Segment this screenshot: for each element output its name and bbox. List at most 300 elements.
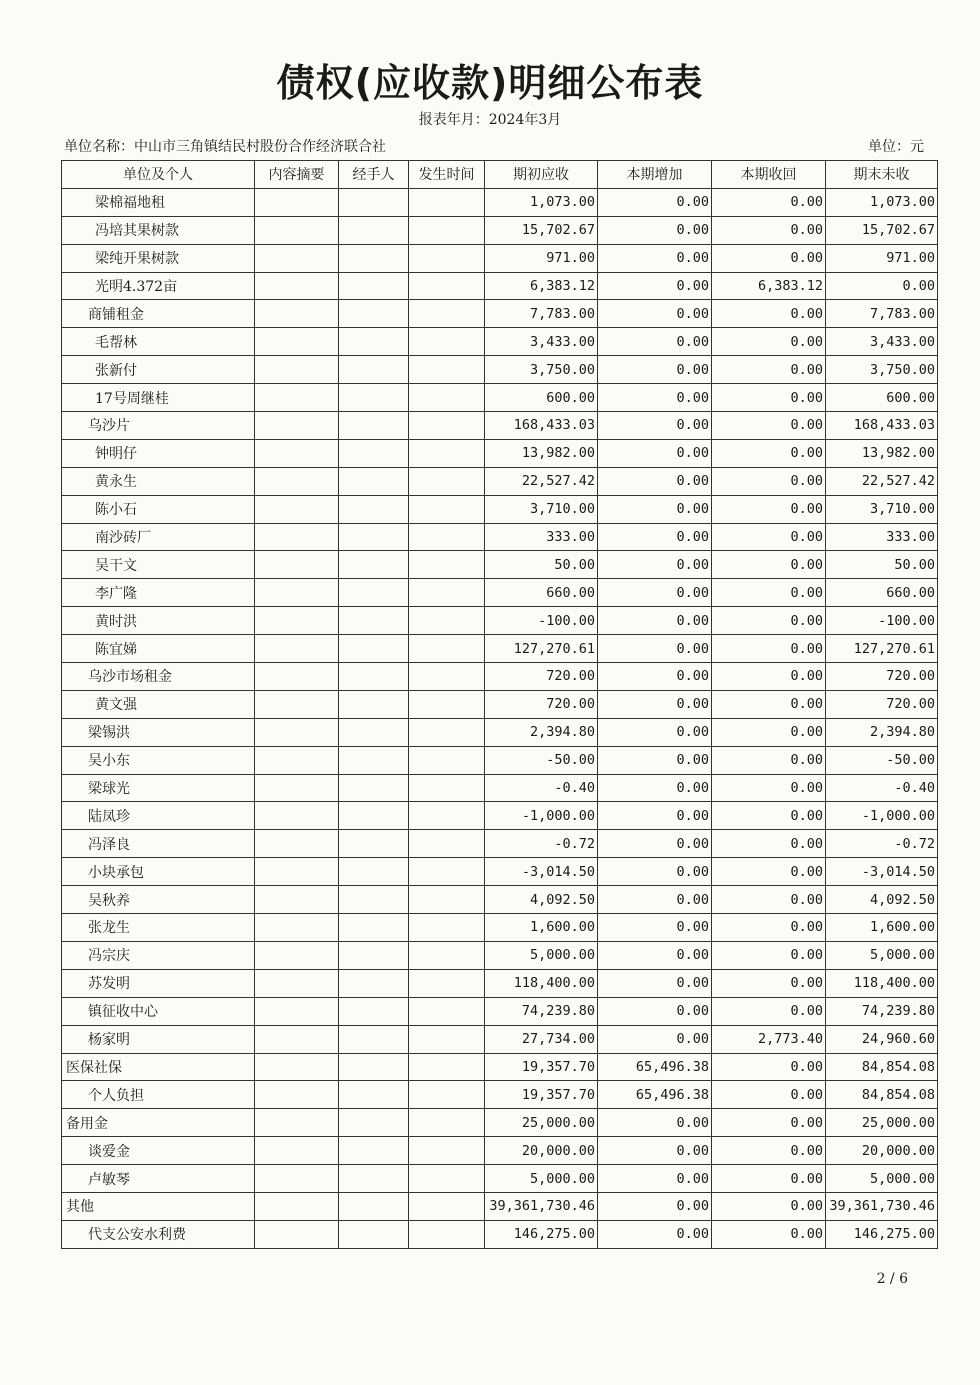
cell-summary [255, 997, 339, 1025]
cell-increase: 0.00 [598, 663, 712, 691]
cell-summary [255, 384, 339, 412]
cell-recovered: 0.00 [712, 356, 826, 384]
cell-summary [255, 579, 339, 607]
cell-summary [255, 1081, 339, 1109]
cell-closing: 127,270.61 [826, 635, 938, 663]
cell-recovered: 0.00 [712, 412, 826, 440]
cell-date [409, 1109, 485, 1137]
cell-handler [339, 746, 409, 774]
cell-recovered: 0.00 [712, 551, 826, 579]
cell-opening: -1,000.00 [485, 802, 598, 830]
cell-recovered: 0.00 [712, 495, 826, 523]
cell-date [409, 690, 485, 718]
cell-opening: 168,433.03 [485, 412, 598, 440]
cell-handler [339, 328, 409, 356]
table-row [62, 272, 938, 300]
cell-entity: 黄时洪 [62, 607, 255, 635]
cell-increase: 0.00 [598, 941, 712, 969]
cell-closing: 50.00 [826, 551, 938, 579]
cell-handler [339, 579, 409, 607]
cell-opening: 3,433.00 [485, 328, 598, 356]
cell-date [409, 802, 485, 830]
cell-recovered: 0.00 [712, 216, 826, 244]
cell-entity: 毛帮林 [62, 328, 255, 356]
table-row [62, 412, 938, 440]
cell-summary [255, 551, 339, 579]
cell-entity: 陈小石 [62, 495, 255, 523]
cell-summary [255, 886, 339, 914]
cell-increase: 0.00 [598, 439, 712, 467]
cell-opening: 5,000.00 [485, 941, 598, 969]
cell-entity: 小块承包 [62, 858, 255, 886]
cell-handler [339, 300, 409, 328]
cell-increase: 0.00 [598, 690, 712, 718]
cell-recovered: 6,383.12 [712, 272, 826, 300]
cell-closing: 1,073.00 [826, 188, 938, 216]
cell-recovered: 0.00 [712, 1109, 826, 1137]
cell-recovered: 0.00 [712, 439, 826, 467]
cell-recovered: 0.00 [712, 718, 826, 746]
cell-summary [255, 635, 339, 663]
cell-recovered: 0.00 [712, 969, 826, 997]
cell-entity: 代支公安水利费 [62, 1220, 255, 1248]
cell-increase: 0.00 [598, 969, 712, 997]
cell-closing: 720.00 [826, 690, 938, 718]
table-row [62, 439, 938, 467]
cell-entity: 医保社保 [62, 1053, 255, 1081]
cell-entity: 钟明仔 [62, 439, 255, 467]
cell-opening: 1,600.00 [485, 914, 598, 942]
cell-closing: 600.00 [826, 384, 938, 412]
cell-opening: 19,357.70 [485, 1053, 598, 1081]
table-row [62, 746, 938, 774]
cell-increase: 0.00 [598, 635, 712, 663]
cell-closing: 660.00 [826, 579, 938, 607]
cell-summary [255, 830, 339, 858]
cell-closing: 20,000.00 [826, 1137, 938, 1165]
cell-handler [339, 886, 409, 914]
cell-entity: 乌沙片 [62, 412, 255, 440]
cell-handler [339, 1220, 409, 1248]
cell-date [409, 1165, 485, 1193]
cell-summary [255, 802, 339, 830]
table-row [62, 635, 938, 663]
cell-opening: 4,092.50 [485, 886, 598, 914]
report-period: 报表年月：2024年3月 [418, 112, 562, 128]
cell-opening: 600.00 [485, 384, 598, 412]
cell-increase: 0.00 [598, 467, 712, 495]
cell-date [409, 1137, 485, 1165]
cell-summary [255, 300, 339, 328]
cell-closing: 3,750.00 [826, 356, 938, 384]
cell-opening: -0.40 [485, 774, 598, 802]
cell-opening: 39,361,730.46 [485, 1192, 598, 1220]
cell-increase: 0.00 [598, 244, 712, 272]
cell-opening: 127,270.61 [485, 635, 598, 663]
cell-closing: 5,000.00 [826, 1165, 938, 1193]
cell-date [409, 439, 485, 467]
cell-closing: 146,275.00 [826, 1220, 938, 1248]
cell-handler [339, 802, 409, 830]
cell-increase: 0.00 [598, 1220, 712, 1248]
cell-handler [339, 356, 409, 384]
cell-date [409, 244, 485, 272]
cell-closing: 84,854.08 [826, 1081, 938, 1109]
cell-date [409, 356, 485, 384]
cell-summary [255, 523, 339, 551]
table-row [62, 216, 938, 244]
cell-handler [339, 384, 409, 412]
cell-entity: 17号周继桂 [62, 384, 255, 412]
cell-summary [255, 1137, 339, 1165]
table-row [62, 941, 938, 969]
table-row [62, 1165, 938, 1193]
cell-closing: 1,600.00 [826, 914, 938, 942]
col-header-closing: 期末未收 [826, 161, 938, 189]
cell-summary [255, 216, 339, 244]
cell-recovered: 0.00 [712, 328, 826, 356]
cell-date [409, 718, 485, 746]
cell-recovered: 0.00 [712, 1165, 826, 1193]
cell-closing: 0.00 [826, 272, 938, 300]
table-row [62, 914, 938, 942]
cell-opening: 27,734.00 [485, 1025, 598, 1053]
cell-handler [339, 969, 409, 997]
cell-closing: 3,710.00 [826, 495, 938, 523]
cell-increase: 0.00 [598, 1192, 712, 1220]
table-header-row [62, 161, 938, 189]
cell-closing: 2,394.80 [826, 718, 938, 746]
cell-opening: 1,073.00 [485, 188, 598, 216]
cell-opening: -0.72 [485, 830, 598, 858]
cell-summary [255, 663, 339, 691]
cell-handler [339, 272, 409, 300]
cell-opening: 15,702.67 [485, 216, 598, 244]
cell-opening: 118,400.00 [485, 969, 598, 997]
cell-summary [255, 495, 339, 523]
cell-handler [339, 1025, 409, 1053]
cell-summary [255, 1165, 339, 1193]
cell-date [409, 579, 485, 607]
cell-entity: 黄永生 [62, 467, 255, 495]
cell-increase: 0.00 [598, 1137, 712, 1165]
table-row [62, 1137, 938, 1165]
cell-date [409, 216, 485, 244]
cell-increase: 0.00 [598, 1025, 712, 1053]
cell-entity: 梁棉福地租 [62, 188, 255, 216]
cell-date [409, 1081, 485, 1109]
cell-entity: 光明4.372亩 [62, 272, 255, 300]
cell-entity: 商铺租金 [62, 300, 255, 328]
cell-recovered: 0.00 [712, 188, 826, 216]
cell-handler [339, 997, 409, 1025]
cell-increase: 0.00 [598, 886, 712, 914]
table-row [62, 579, 938, 607]
cell-date [409, 830, 485, 858]
cell-closing: 15,702.67 [826, 216, 938, 244]
cell-recovered: 0.00 [712, 830, 826, 858]
cell-closing: 25,000.00 [826, 1109, 938, 1137]
cell-handler [339, 1081, 409, 1109]
cell-closing: 5,000.00 [826, 941, 938, 969]
cell-increase: 0.00 [598, 1109, 712, 1137]
col-header-entity: 单位及个人 [62, 161, 255, 189]
unit-name-line [64, 136, 386, 156]
cell-opening: 50.00 [485, 551, 598, 579]
cell-recovered: 0.00 [712, 1081, 826, 1109]
cell-opening: 6,383.12 [485, 272, 598, 300]
cell-recovered: 0.00 [712, 886, 826, 914]
table-row [62, 690, 938, 718]
cell-increase: 0.00 [598, 997, 712, 1025]
cell-increase: 0.00 [598, 272, 712, 300]
table-row [62, 718, 938, 746]
cell-date [409, 1053, 485, 1081]
table-row [62, 384, 938, 412]
cell-date [409, 746, 485, 774]
cell-increase: 0.00 [598, 495, 712, 523]
cell-summary [255, 467, 339, 495]
cell-opening: 22,527.42 [485, 467, 598, 495]
cell-closing: 22,527.42 [826, 467, 938, 495]
col-header-summary: 内容摘要 [255, 161, 339, 189]
cell-date [409, 1025, 485, 1053]
cell-date [409, 635, 485, 663]
table-row [62, 1109, 938, 1137]
cell-summary [255, 1025, 339, 1053]
table-row [62, 802, 938, 830]
cell-handler [339, 663, 409, 691]
cell-recovered: 0.00 [712, 523, 826, 551]
cell-closing: -0.72 [826, 830, 938, 858]
table-row [62, 495, 938, 523]
cell-summary [255, 328, 339, 356]
cell-handler [339, 607, 409, 635]
cell-opening: 971.00 [485, 244, 598, 272]
cell-date [409, 914, 485, 942]
table-row [62, 328, 938, 356]
cell-summary [255, 718, 339, 746]
cell-date [409, 969, 485, 997]
table-row [62, 1053, 938, 1081]
cell-recovered: 0.00 [712, 1220, 826, 1248]
col-header-recovered: 本期收回 [712, 161, 826, 189]
cell-handler [339, 1053, 409, 1081]
cell-entity: 张新付 [62, 356, 255, 384]
cell-opening: 7,783.00 [485, 300, 598, 328]
cell-recovered: 0.00 [712, 635, 826, 663]
cell-closing: 118,400.00 [826, 969, 938, 997]
cell-summary [255, 244, 339, 272]
table-row [62, 997, 938, 1025]
cell-handler [339, 216, 409, 244]
cell-summary [255, 969, 339, 997]
cell-recovered: 0.00 [712, 914, 826, 942]
cell-closing: 333.00 [826, 523, 938, 551]
cell-date [409, 188, 485, 216]
cell-handler [339, 412, 409, 440]
col-header-handler: 经手人 [339, 161, 409, 189]
cell-entity: 卢敏琴 [62, 1165, 255, 1193]
cell-date [409, 997, 485, 1025]
cell-date [409, 941, 485, 969]
cell-entity: 个人负担 [62, 1081, 255, 1109]
cell-entity: 梁锡洪 [62, 718, 255, 746]
table-row [62, 1081, 938, 1109]
cell-entity: 备用金 [62, 1109, 255, 1137]
cell-entity: 吴干文 [62, 551, 255, 579]
cell-recovered: 0.00 [712, 774, 826, 802]
cell-date [409, 495, 485, 523]
cell-opening: 74,239.80 [485, 997, 598, 1025]
cell-increase: 0.00 [598, 718, 712, 746]
cell-increase: 0.00 [598, 858, 712, 886]
cell-summary [255, 858, 339, 886]
cell-date [409, 1220, 485, 1248]
cell-opening: 720.00 [485, 663, 598, 691]
cell-date [409, 384, 485, 412]
cell-recovered: 0.00 [712, 467, 826, 495]
cell-increase: 0.00 [598, 830, 712, 858]
cell-handler [339, 718, 409, 746]
cell-recovered: 0.00 [712, 746, 826, 774]
cell-opening: 25,000.00 [485, 1109, 598, 1137]
table-row [62, 1220, 938, 1248]
cell-closing: -100.00 [826, 607, 938, 635]
table-row [62, 551, 938, 579]
cell-handler [339, 551, 409, 579]
cell-increase: 0.00 [598, 579, 712, 607]
cell-handler [339, 244, 409, 272]
cell-recovered: 0.00 [712, 941, 826, 969]
cell-entity: 黄文强 [62, 690, 255, 718]
cell-closing: 4,092.50 [826, 886, 938, 914]
cell-recovered: 0.00 [712, 244, 826, 272]
cell-date [409, 412, 485, 440]
cell-handler [339, 188, 409, 216]
cell-date [409, 523, 485, 551]
cell-handler [339, 635, 409, 663]
table-row [62, 830, 938, 858]
cell-increase: 0.00 [598, 216, 712, 244]
cell-recovered: 0.00 [712, 1137, 826, 1165]
cell-recovered: 0.00 [712, 690, 826, 718]
cell-summary [255, 1109, 339, 1137]
cell-closing: 720.00 [826, 663, 938, 691]
cell-increase: 0.00 [598, 412, 712, 440]
cell-closing: -50.00 [826, 746, 938, 774]
cell-entity: 张龙生 [62, 914, 255, 942]
cell-summary [255, 1192, 339, 1220]
cell-summary [255, 188, 339, 216]
cell-closing: 13,982.00 [826, 439, 938, 467]
cell-recovered: 0.00 [712, 997, 826, 1025]
cell-opening: 5,000.00 [485, 1165, 598, 1193]
cell-opening: 660.00 [485, 579, 598, 607]
cell-entity: 吴小东 [62, 746, 255, 774]
cell-summary [255, 412, 339, 440]
cell-date [409, 328, 485, 356]
cell-entity: 苏发明 [62, 969, 255, 997]
cell-increase: 0.00 [598, 774, 712, 802]
cell-opening: 13,982.00 [485, 439, 598, 467]
cell-closing: 168,433.03 [826, 412, 938, 440]
currency-unit: 单位：元 [868, 139, 924, 155]
cell-recovered: 0.00 [712, 384, 826, 412]
cell-date [409, 858, 485, 886]
cell-entity: 谈爱金 [62, 1137, 255, 1165]
cell-entity: 冯泽良 [62, 830, 255, 858]
cell-closing: 39,361,730.46 [826, 1192, 938, 1220]
cell-handler [339, 1165, 409, 1193]
cell-closing: 24,960.60 [826, 1025, 938, 1053]
cell-increase: 0.00 [598, 328, 712, 356]
cell-summary [255, 439, 339, 467]
cell-recovered: 0.00 [712, 1192, 826, 1220]
col-header-opening: 期初应收 [485, 161, 598, 189]
cell-increase: 0.00 [598, 300, 712, 328]
col-header-increase: 本期增加 [598, 161, 712, 189]
cell-closing: -1,000.00 [826, 802, 938, 830]
cell-handler [339, 1109, 409, 1137]
cell-handler [339, 914, 409, 942]
cell-closing: 971.00 [826, 244, 938, 272]
cell-summary [255, 914, 339, 942]
cell-entity: 陆凤珍 [62, 802, 255, 830]
cell-increase: 0.00 [598, 523, 712, 551]
cell-handler [339, 467, 409, 495]
cell-summary [255, 1220, 339, 1248]
cell-recovered: 2,773.40 [712, 1025, 826, 1053]
cell-handler [339, 774, 409, 802]
cell-increase: 65,496.38 [598, 1053, 712, 1081]
cell-entity: 冯宗庆 [62, 941, 255, 969]
cell-opening: -50.00 [485, 746, 598, 774]
cell-entity: 其他 [62, 1192, 255, 1220]
cell-increase: 0.00 [598, 607, 712, 635]
cell-closing: 3,433.00 [826, 328, 938, 356]
cell-handler [339, 439, 409, 467]
page-number: 2 / 6 [876, 1271, 908, 1287]
cell-summary [255, 607, 339, 635]
cell-entity: 镇征收中心 [62, 997, 255, 1025]
table-row [62, 300, 938, 328]
cell-increase: 0.00 [598, 746, 712, 774]
cell-closing: 74,239.80 [826, 997, 938, 1025]
cell-opening: -3,014.50 [485, 858, 598, 886]
cell-closing: -0.40 [826, 774, 938, 802]
cell-date [409, 1192, 485, 1220]
cell-opening: 333.00 [485, 523, 598, 551]
cell-date [409, 774, 485, 802]
cell-summary [255, 746, 339, 774]
cell-summary [255, 356, 339, 384]
table-row [62, 969, 938, 997]
cell-date [409, 886, 485, 914]
cell-entity: 陈宜娣 [62, 635, 255, 663]
unit-name-label: 单位名称： [64, 139, 134, 155]
cell-date [409, 467, 485, 495]
cell-opening: 3,750.00 [485, 356, 598, 384]
table-row [62, 244, 938, 272]
cell-closing: -3,014.50 [826, 858, 938, 886]
cell-date [409, 607, 485, 635]
table-row [62, 467, 938, 495]
page-title: 债权(应收款)明细公布表 [276, 61, 704, 105]
cell-increase: 0.00 [598, 551, 712, 579]
cell-handler [339, 858, 409, 886]
cell-handler [339, 1137, 409, 1165]
